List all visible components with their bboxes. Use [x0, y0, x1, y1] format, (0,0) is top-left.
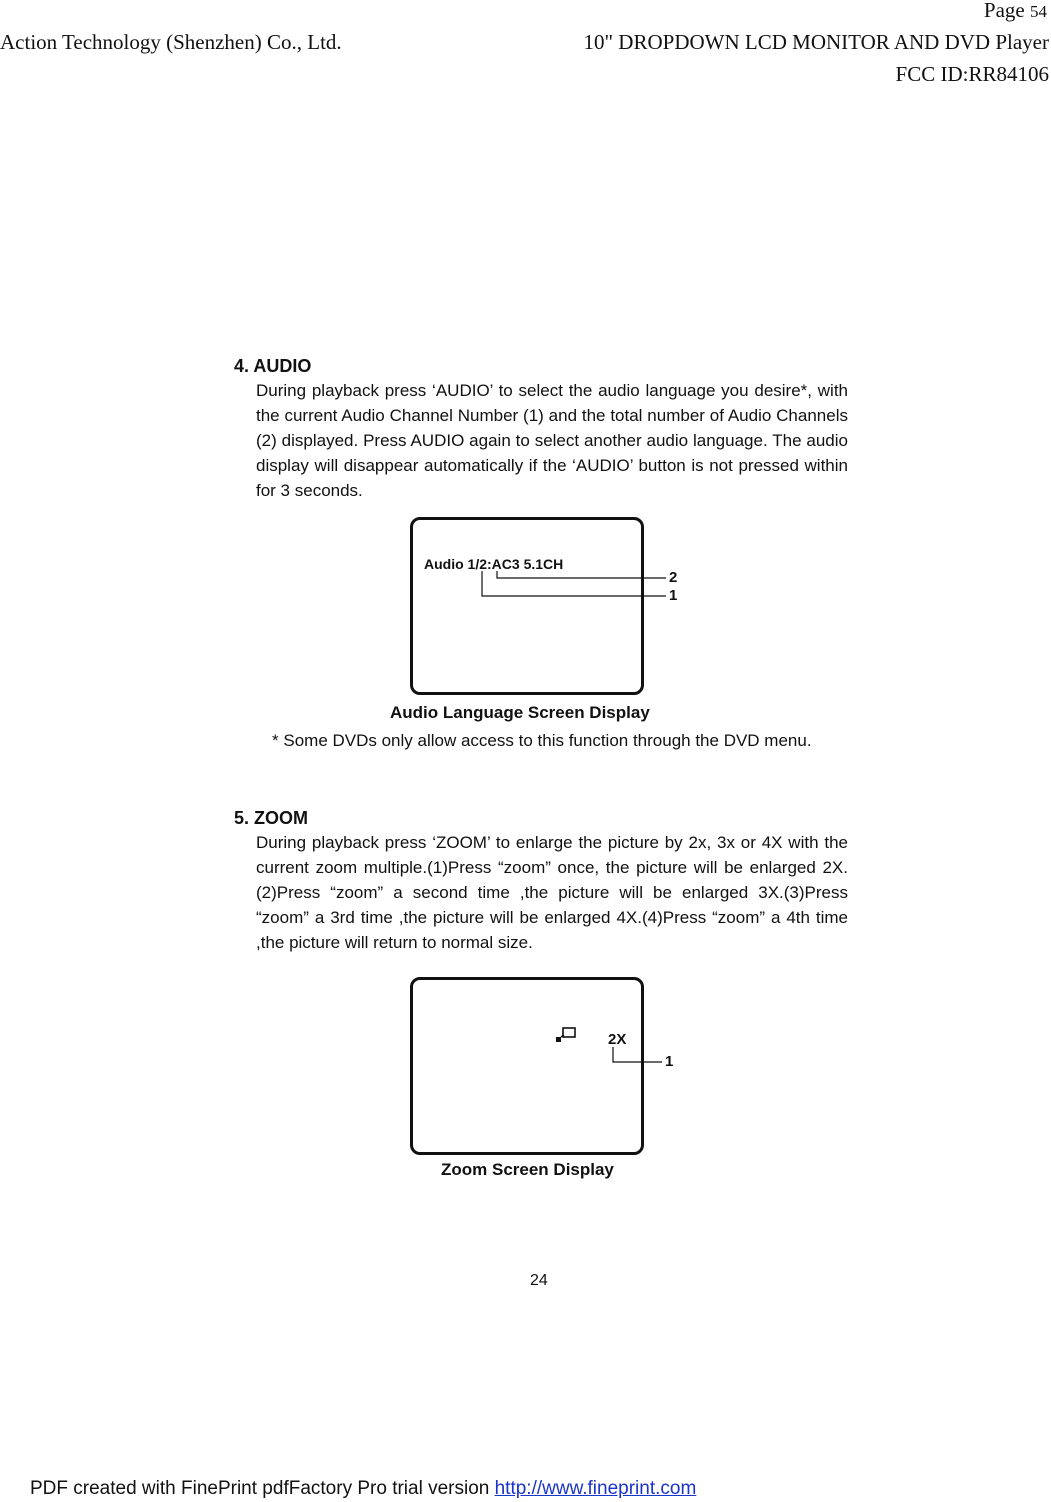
- audio-screen-caption: Audio Language Screen Display: [390, 703, 650, 722]
- audio-callout-current-channel: 1: [669, 587, 678, 604]
- fcc-id: FCC ID:RR84106: [895, 62, 1049, 86]
- fineprint-link[interactable]: http://www.fineprint.com: [494, 1478, 697, 1499]
- zoom-screen-illustration: [410, 977, 644, 1155]
- company-name: Action Technology (Shenzhen) Co., Ltd.: [0, 30, 342, 54]
- pdf-footer-text: PDF created with FinePrint pdfFactory Pro trial version: [30, 1478, 495, 1499]
- audio-callout-total-channels: 2: [669, 569, 678, 586]
- footnote-text: Some DVDs only allow access to this function through the DVD menu.: [283, 731, 812, 750]
- audio-osd-text: Audio 1/2:AC3 5.1CH: [424, 556, 564, 572]
- audio-section-title: 4. AUDIO: [234, 356, 312, 376]
- footnote-asterisk: *: [272, 731, 279, 750]
- zoom-section-title: 5. ZOOM: [234, 808, 309, 828]
- manual-page-number: 24: [530, 1272, 548, 1289]
- zoom-screen-caption: Zoom Screen Display: [441, 1160, 614, 1179]
- zoom-paragraph: During playback press ‘ZOOM’ to enlarge the picture by 2x, 3x or 4X with the current zoom multiple.(1)Press “zoom” once, the picture will be enlarged 2X.(2)Press “zoom” a second time ,the picture will be enlarged 3X.(3)Press “zoom” a 3rd time ,the picture will be enlarged 4X.(4)Press “zoom” a 4th time ,the picture will return to normal size.: [256, 833, 848, 952]
- pdf-footer: [30, 1478, 696, 1500]
- page-label: Page: [983, 0, 1025, 22]
- zoom-callout-multiple: 1: [665, 1053, 674, 1070]
- zoom-osd-text: 2X: [608, 1031, 627, 1048]
- product-title: 10" DROPDOWN LCD MONITOR AND DVD Player: [583, 30, 1049, 54]
- zoom-magnify-icon: [554, 1026, 580, 1046]
- audio-footnote: [272, 728, 852, 753]
- audio-paragraph: During playback press ‘AUDIO’ to select the audio language you desire*, with the current Audio Channel Number (1) and the total number of Audio Channels (2) displayed. Press AUDIO again to select another audio language. The audio display will disappear automatically if the ‘AUDIO’ button is not pressed within for 3 seconds.: [256, 381, 848, 500]
- page-number: 54: [1030, 2, 1047, 21]
